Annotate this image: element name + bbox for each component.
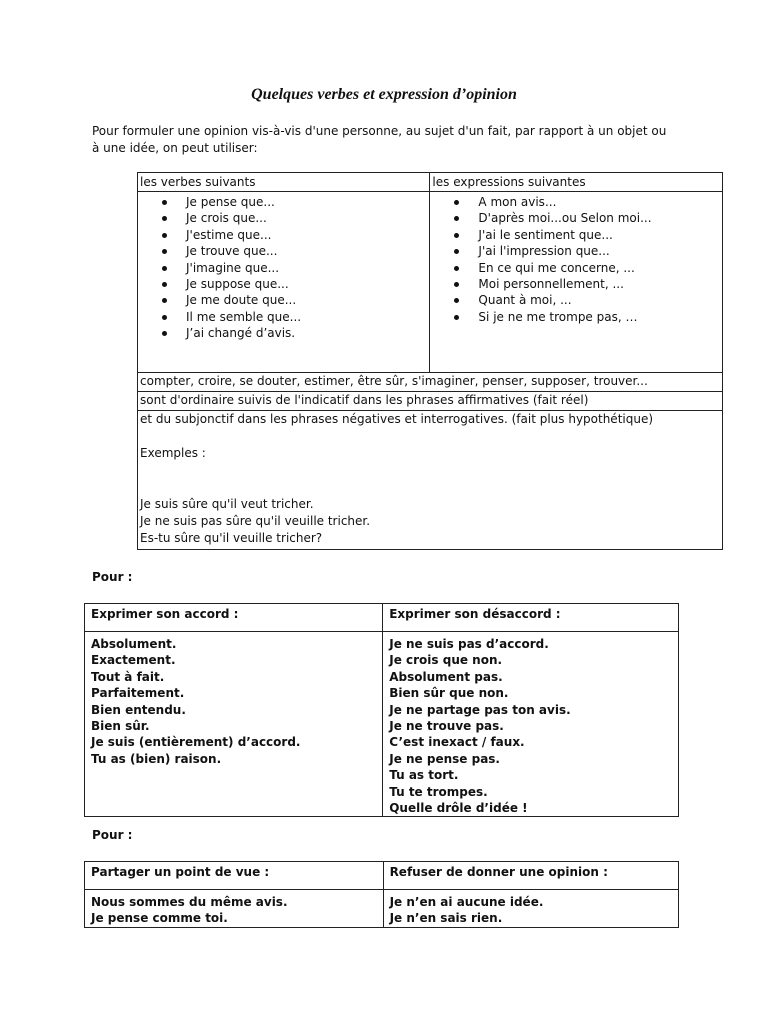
list-item: Il me semble que... xyxy=(140,309,427,325)
list-item: Quant à moi, ... xyxy=(432,292,720,308)
intro-paragraph: Pour formuler une opinion vis-à-vis d'une personne, au sujet d'un fait, par rapport à un objet ou à une idée, on peut utiliser: xyxy=(92,124,667,155)
list-item: Quelle drôle d’idée ! xyxy=(389,801,528,816)
page-title: Quelques verbes et expression d’opinion xyxy=(251,86,517,103)
list-item: Tu te trompes. xyxy=(389,784,488,799)
examples-cell xyxy=(138,411,723,550)
list-item: Je suis (entièrement) d’accord. xyxy=(91,735,301,750)
bullet-icon xyxy=(162,331,167,336)
agreement-table xyxy=(84,603,679,817)
bullet-icon xyxy=(454,282,459,287)
list-item: En ce qui me concerne, ... xyxy=(432,260,720,276)
pour-label: Pour : xyxy=(92,828,133,842)
share-cell xyxy=(85,890,384,928)
verbs-expressions-table xyxy=(137,172,723,550)
list-item: Exactement. xyxy=(91,653,176,668)
list-item: Je me doute que... xyxy=(140,292,427,308)
refuse-cell xyxy=(383,890,678,928)
disagree-header: Exprimer son désaccord : xyxy=(383,604,679,632)
list-item: J'imagine que... xyxy=(140,260,427,276)
subjunctive-note: et du subjonctif dans les phrases négatives et interrogatives. (fait plus hypothétique) xyxy=(140,412,654,426)
list-item: Je pense que... xyxy=(140,194,427,210)
expressions-cell xyxy=(430,192,723,373)
refuse-header: Refuser de donner une opinion : xyxy=(383,862,678,890)
bullet-icon xyxy=(162,282,167,287)
list-item: Parfaitement. xyxy=(91,686,185,701)
verbs-cell xyxy=(138,192,430,373)
list-item: Nous sommes du même avis. xyxy=(91,895,288,909)
bullet-icon xyxy=(454,298,459,303)
list-item: Je n’en ai aucune idée. xyxy=(389,895,544,909)
list-item: Bien sûr que non. xyxy=(389,686,509,701)
disagree-cell xyxy=(383,632,679,817)
list-item: Bien entendu. xyxy=(91,702,186,717)
verb-list-row: compter, croire, se douter, estimer, être sûr, s'imaginer, penser, supposer, trouver... xyxy=(138,373,723,392)
list-item: Je crois que non. xyxy=(389,653,503,668)
verbs-list xyxy=(140,194,427,342)
list-item: Tout à fait. xyxy=(91,669,165,684)
expressions-list xyxy=(432,194,720,325)
list-item: J'estime que... xyxy=(140,227,427,243)
list-item: C’est inexact / faux. xyxy=(389,735,525,750)
list-item: Je trouve que... xyxy=(140,243,427,259)
list-item: Absolument. xyxy=(91,637,177,651)
list-item: J'ai l'impression que... xyxy=(432,243,720,259)
example-sentence: Je ne suis pas sûre qu'il veuille tricher. xyxy=(140,514,371,528)
bullet-icon xyxy=(454,200,459,205)
indicative-note: sont d'ordinaire suivis de l'indicatif dans les phrases affirmatives (fait réel) xyxy=(138,392,723,411)
list-item: Je ne partage pas ton avis. xyxy=(389,702,571,717)
list-item: A mon avis... xyxy=(432,194,720,210)
list-item: Bien sûr. xyxy=(91,719,150,734)
bullet-icon xyxy=(454,249,459,254)
list-item: Tu as (bien) raison. xyxy=(91,751,222,766)
verbs-header: les verbes suivants xyxy=(138,173,430,192)
expressions-header: les expressions suivantes xyxy=(430,173,723,192)
pour-label: Pour : xyxy=(92,570,133,584)
bullet-icon xyxy=(162,266,167,271)
list-item: Je ne pense pas. xyxy=(389,751,500,766)
list-item: J'ai le sentiment que... xyxy=(432,227,720,243)
list-item: Moi personnellement, ... xyxy=(432,276,720,292)
list-item: Je pense comme toi. xyxy=(91,911,228,926)
bullet-icon xyxy=(454,216,459,221)
bullet-icon xyxy=(162,249,167,254)
bullet-icon xyxy=(162,200,167,205)
bullet-icon xyxy=(162,298,167,303)
bullet-icon xyxy=(454,266,459,271)
agree-cell xyxy=(85,632,383,817)
examples-label: Exemples : xyxy=(140,446,206,460)
agree-header: Exprimer son accord : xyxy=(85,604,383,632)
list-item: Je n’en sais rien. xyxy=(389,911,503,926)
list-item: Je crois que... xyxy=(140,210,427,226)
list-item: Je suppose que... xyxy=(140,276,427,292)
list-item: Absolument pas. xyxy=(389,669,503,684)
list-item: Je ne suis pas d’accord. xyxy=(389,637,549,651)
bullet-icon xyxy=(162,233,167,238)
bullet-icon xyxy=(454,233,459,238)
list-item: Je ne trouve pas. xyxy=(389,719,504,734)
list-item: Tu as tort. xyxy=(389,768,459,783)
bullet-icon xyxy=(454,315,459,320)
list-item: J’ai changé d’avis. xyxy=(140,325,427,341)
example-sentence: Es-tu sûre qu'il veuille tricher? xyxy=(140,531,323,545)
example-sentence: Je suis sûre qu'il veut tricher. xyxy=(140,497,314,511)
list-item: Si je ne me trompe pas, … xyxy=(432,309,720,325)
viewpoint-table xyxy=(84,861,679,928)
share-header: Partager un point de vue : xyxy=(85,862,384,890)
list-item: D'après moi...ou Selon moi... xyxy=(432,210,720,226)
bullet-icon xyxy=(162,216,167,221)
bullet-icon xyxy=(162,315,167,320)
